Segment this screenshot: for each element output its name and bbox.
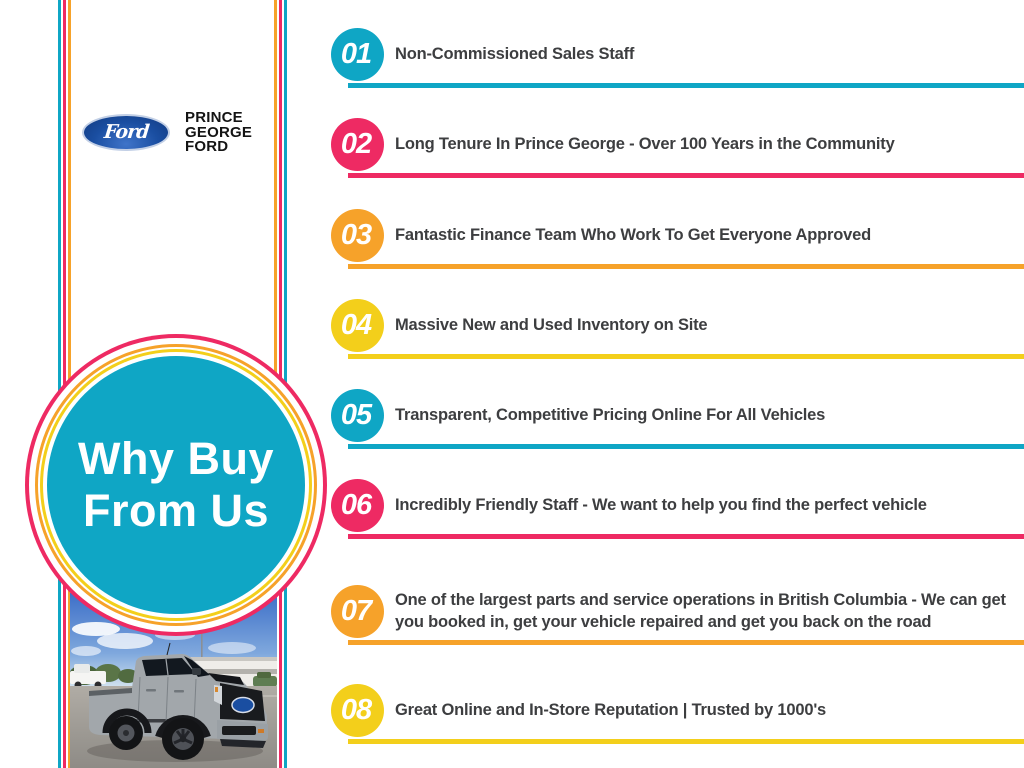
item-number: 03	[340, 219, 372, 251]
dealer-name-line1: PRINCE	[185, 109, 243, 126]
item-label: Long Tenure In Prince George - Over 100 Years in the Community	[395, 134, 895, 153]
item-number: 05	[340, 399, 372, 431]
item-number: 07	[340, 595, 372, 627]
item-label: One of the largest parts and service operations in British Columbia - We can get you booked in, get your vehicle repaired and get you back on the road	[395, 591, 1006, 631]
item-number-badge	[331, 684, 384, 737]
item-number-badge	[331, 299, 384, 352]
list-item	[331, 118, 1024, 178]
list-item	[331, 389, 1024, 449]
item-number-badge	[331, 389, 384, 442]
ford-wordmark: Ford	[102, 120, 150, 143]
item-number-badge	[331, 28, 384, 81]
list-item	[331, 585, 1024, 645]
list-item	[331, 28, 1024, 88]
list-item	[331, 684, 1024, 744]
item-label: Great Online and In-Store Reputation | Trusted by 1000's	[395, 700, 827, 719]
item-underline	[348, 83, 1024, 88]
item-number: 04	[340, 309, 372, 341]
item-underline	[348, 354, 1024, 359]
item-number: 02	[340, 128, 372, 160]
item-underline	[348, 173, 1024, 178]
why-buy-badge	[47, 356, 305, 614]
item-number-badge	[331, 585, 384, 638]
list-item	[331, 209, 1024, 269]
item-underline	[348, 264, 1024, 269]
item-underline	[348, 640, 1024, 645]
item-number-badge	[331, 209, 384, 262]
item-label: Incredibly Friendly Staff - We want to help you find the perfect vehicle	[395, 495, 927, 514]
badge-title-line1: Why Buy	[77, 432, 274, 484]
item-number: 01	[340, 38, 372, 70]
item-number: 08	[340, 694, 372, 726]
badge-title-line2: From Us	[82, 485, 270, 536]
item-number-badge	[331, 479, 384, 532]
list-item	[331, 479, 1024, 539]
item-number: 06	[340, 489, 372, 521]
item-underline	[348, 444, 1024, 449]
item-underline	[348, 739, 1024, 744]
list-item	[331, 299, 1024, 359]
item-label: Non-Commissioned Sales Staff	[395, 44, 635, 63]
item-underline	[348, 534, 1024, 539]
dealer-name-line3: FORD	[185, 138, 229, 155]
dealer-name-line2: GEORGE	[185, 123, 253, 141]
item-label: Fantastic Finance Team Who Work To Get Everyone Approved	[395, 225, 871, 244]
item-number-badge	[331, 118, 384, 171]
item-label: Transparent, Competitive Pricing Online For All Vehicles	[395, 405, 826, 424]
item-label: Massive New and Used Inventory on Site	[395, 315, 708, 334]
